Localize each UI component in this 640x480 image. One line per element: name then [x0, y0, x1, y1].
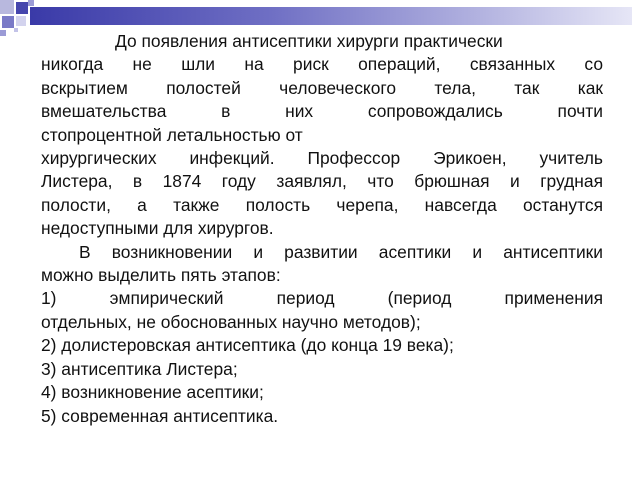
list-item: 5) современная антисептика.: [41, 405, 279, 426]
list-item: отдельных, не обоснованных научно методов);: [41, 311, 421, 332]
text-line: хирургических инфекций. Профессор Эрикоен, учитель: [41, 148, 603, 169]
decor-square: [0, 0, 14, 14]
decor-square: [16, 2, 28, 14]
text-line: можно выделить пять этапов:: [41, 265, 281, 286]
list-item: 1) эмпирический период (период применения: [41, 288, 603, 309]
decor-square: [16, 16, 26, 26]
slide-text: [41, 30, 603, 428]
decor-square: [2, 16, 14, 28]
text-line: недоступными для хирургов.: [41, 218, 274, 239]
paragraph-history: [41, 30, 603, 241]
decor-square: [0, 30, 6, 36]
header-gradient-band: [30, 7, 632, 25]
text-line: вмешательства в них сопровождались почти: [41, 101, 603, 122]
list-item: 4) возникновение асептики;: [41, 382, 264, 403]
text-line: Листера, в 1874 году заявлял, что брюшная и грудная: [41, 171, 603, 192]
text-line: никогда не шли на риск операций, связанных со: [41, 54, 603, 75]
text-line: До появления антисептики хирурги практически: [115, 31, 503, 51]
paragraph-stages-intro: [41, 241, 603, 288]
text-line: полости, а также полость черепа, навсегда останутся: [41, 194, 603, 215]
list-item: 3) антисептика Листера;: [41, 358, 238, 379]
text-line: В возникновении и развитии асептики и антисептики: [79, 241, 603, 262]
decor-square: [28, 0, 34, 6]
text-line: стопроцентной летальностью от: [41, 124, 303, 145]
text-line: вскрытием полостей человеческого тела, так как: [41, 77, 603, 98]
list-item: 2) долистеровская антисептика (до конца 19 века);: [41, 335, 454, 356]
decor-square: [14, 28, 18, 32]
stages-list: [41, 287, 603, 427]
